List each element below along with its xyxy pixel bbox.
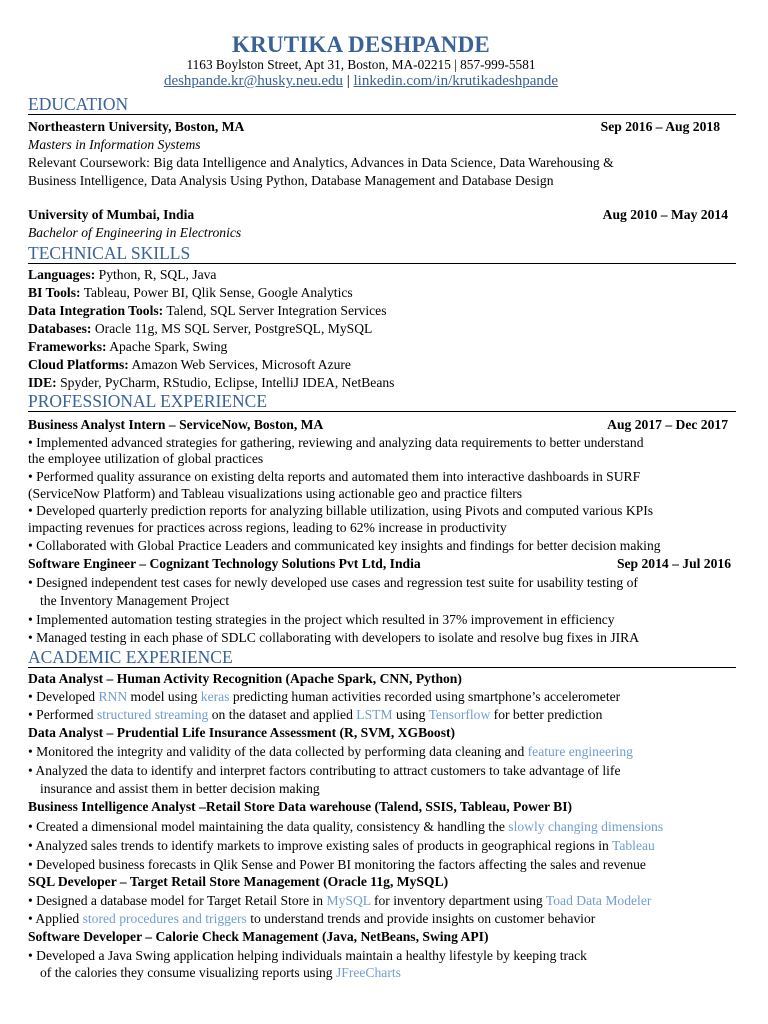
- highlight-term: Tableau: [612, 838, 655, 853]
- school-name: Northeastern University, Boston, MA: [28, 119, 245, 134]
- highlight-term: Tensorflow: [428, 707, 491, 722]
- skill-row: [28, 338, 738, 356]
- skill-value: Talend, SQL Server Integration Services: [166, 303, 387, 318]
- skill-value: Spyder, PyCharm, RStudio, Eclipse, IntelliJ IDEA, NetBeans: [60, 375, 395, 390]
- linkedin-link[interactable]: linkedin.com/in/krutikadeshpande: [353, 73, 559, 89]
- project-title: Data Analyst – Human Activity Recognition (Apache Spark, CNN, Python): [28, 671, 462, 686]
- skill-label: IDE:: [28, 375, 57, 390]
- highlight-term: structured streaming: [96, 707, 209, 722]
- highlight-term: stored procedures and triggers: [82, 911, 247, 926]
- skill-label: Cloud Platforms:: [28, 357, 129, 372]
- skill-value: Tableau, Power BI, Qlik Sense, Google Analytics: [83, 285, 353, 300]
- skill-row: [28, 284, 738, 302]
- school-row: [28, 118, 720, 136]
- degree: Masters in Information Systems: [28, 137, 201, 152]
- section-heading-academic: ACADEMIC EXPERIENCE: [28, 647, 736, 668]
- bullet-line: • Designed independent test cases for newly developed use cases and regression test suite for usability testing of: [28, 575, 638, 590]
- project-title: SQL Developer – Target Retail Store Management (Oracle 11g, MySQL): [28, 874, 449, 889]
- bullet-line: • Performed structured streaming on the dataset and applied LSTM using Tensorflow for better prediction: [28, 707, 603, 722]
- highlight-term: JFreeCharts: [335, 965, 401, 980]
- bullet-line: insurance and assist them in better decision making: [40, 781, 320, 796]
- skill-row: [28, 356, 738, 374]
- bullet-line: • Developed quarterly prediction reports for analyzing billable utilization, using Pivots and computed various KPIs: [28, 503, 654, 518]
- coursework-line: Business Intelligence, Data Analysis Using Python, Database Management and Database Design: [28, 173, 554, 188]
- contact-separator: |: [346, 73, 350, 89]
- bullet-line: • Performed quality assurance on existing delta reports and automated them into interactive dashboards in SURF: [28, 469, 641, 484]
- degree: Bachelor of Engineering in Electronics: [28, 225, 242, 240]
- school-row: [28, 206, 728, 224]
- bullet-line: • Applied stored procedures and triggers to understand trends and provide insights on customer behavior: [28, 911, 596, 926]
- bullet-line: • Designed a database model for Target Retail Store in MySQL for inventory department using Toad Data Modeler: [28, 893, 652, 908]
- bullet-line: • Implemented advanced strategies for gathering, reviewing and analyzing data requirements to better understand: [28, 435, 644, 450]
- candidate-name: KRUTIKA DESHPANDE: [232, 32, 490, 57]
- skill-label: Data Integration Tools:: [28, 303, 164, 318]
- project-title: Software Developer – Calorie Check Management (Java, NetBeans, Swing API): [28, 929, 489, 944]
- job-dates: Sep 2014 – Jul 2016: [616, 556, 731, 571]
- skill-value: Amazon Web Services, Microsoft Azure: [131, 357, 351, 372]
- skill-row: [28, 374, 738, 392]
- skill-label: BI Tools:: [28, 285, 81, 300]
- skill-row: [28, 320, 738, 338]
- bullet-line: • Created a dimensional model maintaining the data quality, consistency & handling the slowly changing dimensions: [28, 819, 664, 834]
- highlight-term: Toad Data Modeler: [545, 893, 652, 908]
- school-dates: Sep 2016 – Aug 2018: [600, 119, 720, 134]
- project-title: Data Analyst – Prudential Life Insurance Assessment (R, SVM, XGBoost): [28, 725, 456, 740]
- section-heading-skills: TECHNICAL SKILLS: [28, 243, 736, 264]
- skill-value: Oracle 11g, MS SQL Server, PostgreSQL, MySQL: [94, 321, 373, 336]
- bullet-line: • Monitored the integrity and validity of the data collected by performing data cleaning and feature engineering: [28, 744, 633, 759]
- bullet-line: • Managed testing in each phase of SDLC collaborating with developers to isolate and resolve bug fixes in JIRA: [28, 630, 640, 645]
- skill-value: Python, R, SQL, Java: [98, 267, 217, 282]
- school-dates: Aug 2010 – May 2014: [602, 207, 728, 222]
- bullet-line: of the calories they consume visualizing reports using JFreeCharts: [40, 965, 401, 980]
- bullet-line: • Collaborated with Global Practice Leaders and communicated key insights and findings for better decision making: [28, 538, 661, 553]
- highlight-term: MySQL: [326, 893, 371, 908]
- project-title: Business Intelligence Analyst –Retail Store Data warehouse (Talend, SSIS, Tableau, Power BI): [28, 799, 573, 814]
- school-name: University of Mumbai, India: [28, 207, 195, 222]
- skill-value: Apache Spark, Swing: [109, 339, 228, 354]
- job-header: [28, 416, 728, 434]
- bullet-line: • Developed RNN model using keras predicting human activities recorded using smartphone’s accelerometer: [28, 689, 621, 704]
- bullet-line: impacting revenues for practices across regions, leading to 62% increase in productivity: [28, 520, 507, 535]
- skill-label: Languages:: [28, 267, 96, 282]
- contact-line: [0, 73, 722, 90]
- highlight-term: keras: [200, 689, 230, 704]
- bullet-line: the employee utilization of global practices: [28, 451, 264, 466]
- bullet-line: • Developed a Java Swing application helping individuals maintain a healthy lifestyle by keeping track: [28, 948, 587, 963]
- bullet-line: • Developed business forecasts in Qlik Sense and Power BI monitoring the factors affecting the sales and revenue: [28, 857, 646, 872]
- highlight-term: LSTM: [356, 707, 393, 722]
- email-link[interactable]: deshpande.kr@husky.neu.edu: [163, 73, 343, 89]
- bullet-line: (ServiceNow Platform) and Tableau visualizations using actionable geo and practice filters: [28, 486, 523, 501]
- job-role: Business Analyst Intern – ServiceNow, Boston, MA: [28, 417, 324, 432]
- bullet-line: • Analyzed the data to identify and interpret factors contributing to attract customers to take advantage of life: [28, 763, 621, 778]
- coursework-line: Relevant Coursework: Big data Intelligence and Analytics, Advances in Data Science, Data Warehousing &: [28, 155, 614, 170]
- skill-row: [28, 302, 738, 320]
- job-header: [28, 555, 731, 573]
- bullet-line: • Analyzed sales trends to identify markets to improve existing sales of products in geographical regions in Tableau: [28, 838, 655, 853]
- highlight-term: RNN: [98, 689, 128, 704]
- highlight-term: slowly changing dimensions: [508, 819, 664, 834]
- job-dates: Aug 2017 – Dec 2017: [607, 417, 728, 432]
- address-line: 1163 Boylston Street, Apt 31, Boston, MA-02215 | 857-999-5581: [186, 57, 536, 72]
- bullet-line: the Inventory Management Project: [40, 593, 230, 608]
- section-heading-professional: PROFESSIONAL EXPERIENCE: [28, 391, 736, 412]
- skill-row: [28, 266, 738, 284]
- skill-label: Frameworks:: [28, 339, 107, 354]
- skill-label: Databases:: [28, 321, 92, 336]
- highlight-term: feature engineering: [527, 744, 633, 759]
- bullet-line: • Implemented automation testing strategies in the project which resulted in 37% improvement in efficiency: [28, 612, 615, 627]
- job-role: Software Engineer – Cognizant Technology Solutions Pvt Ltd, India: [28, 556, 421, 571]
- section-heading-education: EDUCATION: [28, 94, 736, 115]
